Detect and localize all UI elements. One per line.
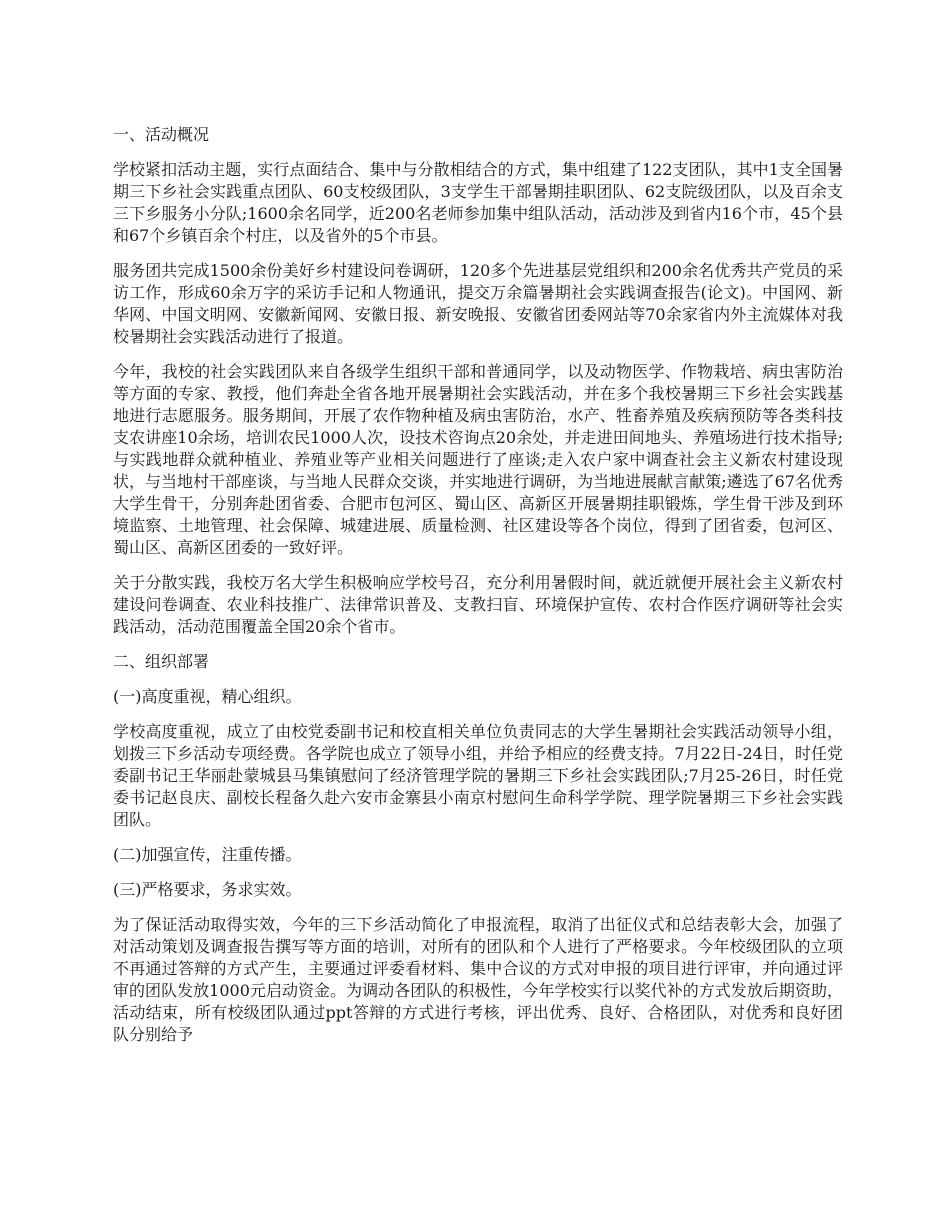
section-heading-organization: 二、组织部署 bbox=[113, 652, 210, 671]
paragraph-team-composition: 今年，我校的社会实践团队来自各级学生组织干部和普通同学，以及动物医学、作物栽培、病虫害防治等方面的专家、教授，他们奔赴全省各地开展暑期社会实践活动，并在多个我校暑期三下乡社会实践基地进行志愿服务。服务期间，开展了农作物种植及病虫害防治，水产、牲畜养殖及疾病预防等各类科技支农讲座10余场，培训农民1000人次，设技术咨询点20余处，并走进田间地头、养殖场进行技术指导;与实践地群众就种植业、养殖业等产业相关问题进行了座谈;走入农户家中调查社会主义新农村建设现状，与当地村干部座谈，与当地人民群众交谈，并实地进行调研，为当地进展献言献策;遴选了67名优秀大学生骨干，分别奔赴团省委、合肥市包河区、蜀山区、高新区开展暑期挂职锻炼，学生骨干涉及到环境监察、土地管理、社会保障、城建进展、质量检测、社区建设等各个岗位，得到了团省委，包河区、蜀山区、高新区团委的一致好评。 bbox=[113, 362, 843, 557]
section-heading-overview: 一、活动概况 bbox=[113, 125, 210, 144]
paragraph-service-results: 服务团共完成1500余份美好乡村建设问卷调研，120多个先进基层党组织和200余名优秀共产党员的采访工作，形成60余万字的采访手记和人物通讯，提交万余篇暑期社会实践调查报告(论文)。中国网、新华网、中国文明网、安徽新闻网、安徽日报、新安晚报、安徽省团委网站等70余家省内外主流媒体对我校暑期社会实践活动进行了报道。 bbox=[113, 261, 843, 346]
paragraph-effectiveness: 为了保证活动取得实效，今年的三下乡活动简化了申报流程，取消了出征仪式和总结表彰大会，加强了对活动策划及调查报告撰写等方面的培训，对所有的团队和个人进行了严格要求。今年校级团队的立项不再通过答辩的方式产生，主要通过评委看材料、集中合议的方式对申报的项目进行评审，并向通过评审的团队发放1000元启动资金。为调动各团队的积极性，今年学校实行以奖代补的方式发放后期资助，活动结束，所有校级团队通过ppt答辩的方式进行考核，评出优秀、良好、合格团队，对优秀和良好团队分别给予 bbox=[113, 915, 843, 1044]
paragraph-leadership: 学校高度重视，成立了由校党委副书记和校直相关单位负责同志的大学生暑期社会实践活动领导小组，划拨三下乡活动专项经费。各学院也成立了领导小组，并给予相应的经费支持。7月22日-24日，时任党委副书记王华丽赴蒙城县马集镇慰问了经济管理学院的暑期三下乡社会实践团队;7月25-26日，时任党委书记赵良庆、副校长程备久赴六安市金寨县小南京村慰问生命科学学院、理学院暑期三下乡社会实践团队。 bbox=[113, 722, 843, 829]
subheading-requirements: (三)严格要求，务求实效。 bbox=[113, 880, 302, 899]
paragraph-overview-teams: 学校紧扣活动主题，实行点面结合、集中与分散相结合的方式，集中组建了122支团队，其中1支全国暑期三下乡社会实践重点团队、60支校级团队，3支学生干部暑期挂职团队、62支院级团队，以及百余支三下乡服务小分队;1600余名同学，近200名老师参加集中组队活动，活动涉及到省内16个市，45个县和67个乡镇百余个村庄，以及省外的5个市县。 bbox=[113, 160, 843, 245]
paragraph-dispersed-practice: 关于分散实践，我校万名大学生积极响应学校号召，充分利用暑假时间，就近就便开展社会主义新农村建设问卷调查、农业科技推广、法律常识普及、支教扫盲、环境保护宣传、农村合作医疗调研等社会实践活动，活动范围覆盖全国20余个省市。 bbox=[113, 573, 843, 636]
subheading-publicity: (二)加强宣传，注重传播。 bbox=[113, 845, 302, 864]
subheading-attention: (一)高度重视，精心组织。 bbox=[113, 687, 302, 706]
document-page bbox=[113, 124, 843, 1059]
